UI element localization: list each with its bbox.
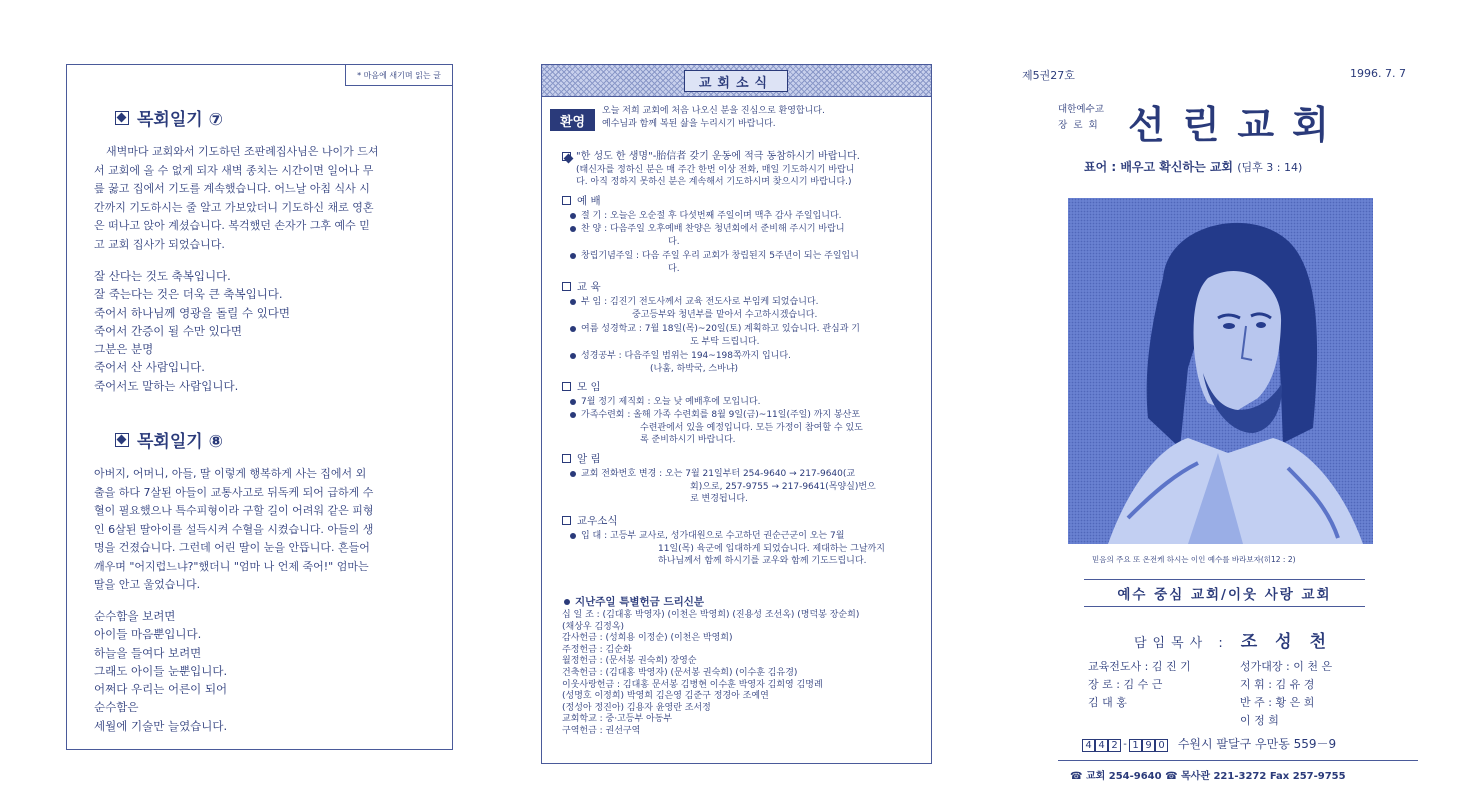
checkbox-icon: [562, 196, 571, 205]
jesus-portrait: [1068, 198, 1373, 544]
item-text: (나훔, 하박국, 스바냐): [650, 363, 739, 374]
staff-line: 성가대장 : 이 천 은: [1240, 660, 1333, 673]
address-text: 수원시 팔달구 우만동 559－9: [1177, 737, 1337, 751]
poem7-line: 죽어서도 말하는 사람입니다.: [94, 378, 239, 393]
postal-code: [1082, 739, 1168, 752]
section-education: [562, 279, 601, 294]
poem8-line: 어쩌다 우리는 어른이 되어: [94, 682, 228, 697]
church-name: 선린교회: [1128, 102, 1347, 147]
issue-number: 제5권27호: [1022, 69, 1075, 82]
denomination-line: 대한예수교: [1058, 104, 1104, 115]
welcome-line: 예수님과 함께 복된 삶을 누리시기 바랍니다.: [602, 119, 776, 129]
issue-date: 1996. 7. 7: [1350, 67, 1406, 80]
poem8-line: 하늘을 들여다 보려면: [94, 645, 202, 660]
postal-digit: 4: [1095, 739, 1108, 752]
phone-numbers: ☎ 교회 254-9640 ☎ 목사관 221-3272 Fax 257-9755: [1070, 771, 1346, 782]
section-heading: 알 림: [577, 453, 601, 465]
bullet-icon: [570, 326, 576, 332]
pastor-label: 담임목사 :: [1134, 636, 1229, 651]
poem8-line: 순수함을 보려면: [94, 609, 176, 623]
diary8-line: 딸을 안고 울었습니다.: [94, 578, 201, 591]
news-item: [570, 250, 930, 275]
staff-line: 김 대 홍: [1088, 696, 1127, 709]
bullet-icon: [570, 533, 576, 539]
diary7-line: 서 교회에 올 수 없게 되자 새벽 종치는 시간이면 일어나 무: [94, 163, 374, 177]
bullet-icon: [570, 399, 576, 405]
diary-poem-7: [94, 267, 290, 395]
poem7-line: 죽어서 하나님께 영광을 돌릴 수 있다면: [94, 305, 291, 320]
diary7-line: 릎 꿇고 집에서 기도를 계속했습니다. 어느날 아침 식사 시: [94, 182, 370, 195]
postal-digit: 0: [1155, 739, 1168, 752]
poem7-line: 죽어서 산 사람입니다.: [94, 360, 205, 375]
campaign-title: "한 성도 한 생명"-胎信者 갖기 운동에 적극 동참하시기 바랍니다.: [576, 151, 860, 162]
offering-line: (정성아 정진아) 김용자 윤영란 조서정: [562, 702, 711, 713]
item-text: 11일(목) 육군에 입대하게 되었습니다. 제대하는 그날까지: [658, 543, 885, 554]
diary-body-8: [94, 465, 429, 595]
postal-digit: 4: [1082, 739, 1095, 752]
staff-left: [1088, 658, 1191, 712]
diary-title-8: 목회일기 ⑧: [137, 432, 223, 452]
offering-title: 지난주일 특별헌금 드리신분: [575, 596, 705, 608]
bullet-icon: [570, 412, 576, 418]
offering-list: [562, 610, 932, 738]
welcome-text: [602, 105, 922, 131]
staff-line: 교육전도사 : 김 진 기: [1088, 660, 1191, 673]
news-item: [570, 530, 930, 568]
divider: [1058, 760, 1418, 761]
offering-line: (채상우 김정옥): [562, 621, 625, 632]
offering-line: (성명호 이정희) 박영희 김은영 김준구 정경아 조예연: [562, 691, 769, 702]
campaign-notice: [562, 151, 927, 189]
item-text: 입 대 : 고등부 교사로, 성가대원으로 수고하던 권순근군이 오는 7월: [581, 531, 845, 541]
campaign-line: 다. 아직 정하지 못하신 분은 계속해서 기도하시며 찾으시기 바랍니다.): [576, 177, 852, 187]
bullet-icon: [570, 299, 576, 305]
postal-digit: 1: [1129, 739, 1142, 752]
news-item: [570, 323, 930, 348]
motto-text: 표어 : 배우고 확신하는 교회: [1084, 160, 1234, 174]
motto: [1084, 158, 1302, 175]
bullet-icon: [570, 471, 576, 477]
item-text: 도 부탁 드립니다.: [690, 336, 760, 347]
bullet-icon: [570, 253, 576, 259]
offering-line: 월정헌금 : (문서봉 권숙희) 장영순: [562, 656, 697, 667]
section-heading: 예 배: [577, 195, 601, 207]
denomination-line: 장로회: [1058, 120, 1104, 131]
item-text: 중고등부와 청년부를 맡아서 수고하시겠습니다.: [632, 309, 818, 320]
news-header: [542, 65, 931, 97]
news-item: [570, 396, 930, 409]
poem7-line: 잘 산다는 것도 축복입니다.: [94, 269, 231, 283]
diary7-line: 은 떠나고 앉아 계셨습니다. 복걱했던 손자가 그후 예수 믿: [94, 219, 370, 232]
offering-line: 주정헌금 : 김순화: [562, 644, 632, 655]
pastor-name: 조성천: [1240, 632, 1345, 652]
staff-right: [1240, 658, 1332, 730]
news-panel: [541, 64, 932, 764]
diary-heading-8: [115, 427, 223, 452]
offering-heading: [564, 594, 704, 609]
poem8-line: 아이들 마음뿐입니다.: [94, 627, 202, 642]
item-text: 창립기념주일 : 다음 주일 우리 교회가 창립된지 5주년이 되는 주일입니: [581, 251, 859, 261]
offering-line: 구역헌금 : 권선구역: [562, 725, 641, 736]
checkbox-icon: [562, 282, 571, 291]
item-text: 로 변경됩니다.: [690, 494, 748, 504]
diary-title-7: 목회일기 ⑦: [137, 110, 223, 130]
checkbox-icon: [562, 454, 571, 463]
poem8-line: 그래도 아이들 눈뿐입니다.: [94, 663, 228, 678]
news-item: [570, 210, 930, 223]
diary7-line: 새벽마다 교회와서 기도하던 조판례집사님은 나이가 드셔: [106, 145, 379, 158]
panel-tag: * 마음에 새기며 읽는 글: [345, 64, 453, 86]
diary7-line: 간까지 기도하시는 줄 알고 가보았더니 기도하신 채로 영혼: [94, 200, 374, 214]
diary-body-7: [94, 143, 429, 254]
news-item: [570, 223, 930, 248]
diary8-line: 혈이 필요했으나 특수피형이라 구할 길이 어려워 같은 피형: [94, 504, 374, 517]
diary-heading-7: [115, 105, 223, 130]
news-item: [570, 296, 930, 321]
diary8-line: 깨우며 "어지럽느냐?"했더니 "엄마 나 언제 죽어!" 엄마는: [94, 559, 369, 573]
poem7-line: 잘 죽는다는 것은 더욱 큰 축복입니다.: [94, 287, 283, 302]
section-heading: 교 육: [577, 281, 601, 293]
item-text: 부 임 : 김진기 전도사께서 교육 전도사로 부임케 되었습니다.: [581, 297, 819, 307]
church-address: [1082, 735, 1336, 752]
welcome-line: 오늘 저희 교회에 처음 나오신 분을 진심으로 환영합니다.: [602, 106, 825, 116]
checkbox-icon: [562, 382, 571, 391]
section-worship: [562, 193, 601, 208]
portrait-illustration: [1068, 198, 1373, 544]
item-text: 다.: [668, 263, 680, 274]
postal-digit: 9: [1142, 739, 1155, 752]
offering-line: 십 일 조 : (김대홍 박영자) (이천은 박영희) (진용성 조선옥) (명덕봉 장순희): [562, 610, 860, 620]
motto-ref: (딤후 3 : 14): [1237, 161, 1303, 174]
item-text: 다.: [668, 236, 680, 247]
diamond-icon: [115, 111, 129, 125]
church-slogan: 예수 중심 교회/이웃 사랑 교회: [1084, 579, 1365, 607]
bullet-icon: [570, 213, 576, 219]
bullet-icon: [570, 226, 576, 232]
diary8-line: 인 6살된 딸아이를 설득시켜 수혈을 시켰습니다. 아들의 생: [94, 522, 374, 536]
offering-line: 교회학교 : 중·고등부 아동부: [562, 714, 673, 725]
section-notices: [562, 451, 601, 466]
item-text: 찬 양 : 다음주일 오후예배 찬양은 청년회에서 준비해 주시기 바랍니: [581, 224, 845, 234]
offering-line: 이웃사랑헌금 : 김대홍 문서봉 김병현 이수훈 박영자 김희영 김명례: [562, 679, 823, 690]
portrait-caption: 믿음의 주요 또 온전케 하시는 이인 예수를 바라보자(히12 : 2): [1092, 555, 1296, 564]
denomination: [1058, 102, 1104, 134]
diary8-line: 명을 건졌습니다. 그런데 어린 딸이 눈을 안뜹니다. 흔들어: [94, 541, 370, 554]
campaign-line: (태신자를 정하신 분은 매 주간 한번 이상 전화, 매일 기도하시기 바랍니: [576, 164, 855, 175]
campaign-line: [562, 151, 927, 164]
item-text: 회)으로, 257-9755 → 217-9641(목양실)번으: [690, 481, 876, 492]
cover-panel: [1010, 0, 1479, 809]
news-title: 교회소식: [684, 70, 788, 92]
poem7-line: 죽어서 간증이 될 수만 있다면: [94, 323, 242, 338]
checkbox-icon: [562, 516, 571, 525]
section-members: [562, 513, 618, 528]
poem7-line: 그분은 분명: [94, 342, 154, 357]
diamond-icon: [562, 152, 571, 161]
staff-line: 장 로 : 김 수 근: [1088, 678, 1163, 691]
item-text: 7월 정기 제직회 : 오늘 낮 예배후에 모입니다.: [581, 397, 761, 407]
item-text: 가족수련회 : 올해 가족 수련회를 8월 9일(금)~11일(주일) 까지 봉산포: [581, 410, 861, 420]
poem8-line: 순수함은: [94, 700, 139, 715]
staff-line: 반 주 : 황 은 희: [1240, 696, 1315, 709]
diary7-line: 고 교회 집사가 되었습니다.: [94, 237, 225, 251]
news-item: [570, 468, 930, 506]
item-text: 여름 성경학교 : 7월 18일(목)~20일(토) 계획하고 있습니다. 관심과 기: [581, 324, 860, 334]
diary-panel: [66, 64, 453, 750]
section-meetings: [562, 379, 601, 394]
diary8-line: 출을 하다 7살된 아들이 교통사고로 뒤독케 되어 급하게 수: [94, 485, 374, 499]
senior-pastor: [1134, 627, 1344, 652]
bullet-icon: [570, 353, 576, 359]
news-item: [570, 350, 930, 375]
item-text: 수련관에서 있을 예정입니다. 모든 가정이 참여할 수 있도: [640, 422, 863, 433]
offering-line: 감사헌금 : (성희용 이정순) (이천은 박영희): [562, 633, 733, 644]
poem8-line: 세월에 기술만 늘였습니다.: [94, 718, 228, 733]
item-text: 성경공부 : 다음주일 범위는 194~198쪽까지 입니다.: [581, 351, 791, 361]
item-text: 록 준비하시기 바랍니다.: [640, 435, 736, 445]
staff-line: 지 휘 : 김 유 경: [1240, 678, 1315, 691]
postal-digit: 2: [1108, 739, 1121, 752]
item-text: 하나님께서 함께 하시기를 교우와 함께 기도드립니다.: [658, 556, 867, 566]
staff-line: 이 정 희: [1240, 714, 1279, 727]
bullet-icon: [564, 599, 570, 605]
diary8-line: 아버지, 어머니, 아들, 딸 이렇게 행복하게 사는 집에서 외: [94, 467, 367, 480]
offering-line: 건축헌금 : (김대홍 박영자) (문서봉 권숙희) (이수훈 김유경): [562, 667, 798, 678]
diary-poem-8: [94, 607, 227, 735]
diamond-icon: [115, 433, 129, 447]
item-text: 절 기 : 오늘은 오순절 후 다섯번째 주일이며 맥추 감사 주일입니다.: [581, 211, 842, 221]
postal-dash: -: [1123, 739, 1127, 750]
welcome-badge: 환영: [550, 109, 595, 131]
section-heading: 교우소식: [577, 515, 618, 527]
news-item: [570, 409, 930, 447]
item-text: 교회 전화번호 변경 : 오는 7월 21일부터 254-9640 → 217-9640(교: [581, 469, 856, 479]
section-heading: 모 임: [577, 381, 601, 393]
